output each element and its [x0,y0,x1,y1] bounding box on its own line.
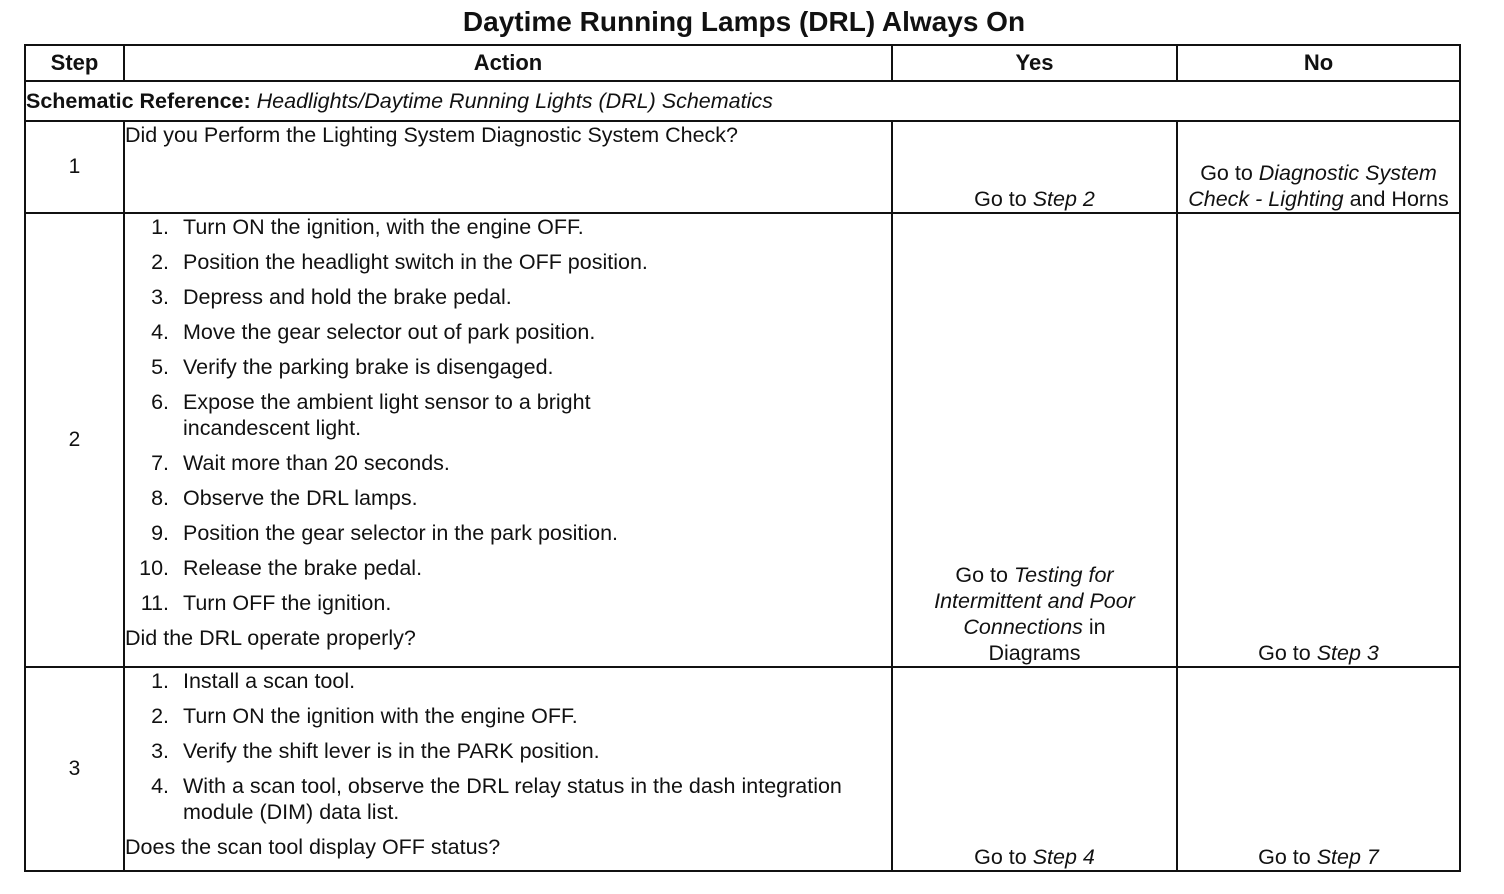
item-text: Expose the ambient light sensor to a bright incandescent light. [183,390,591,440]
yes-prefix: Go to [955,563,1014,587]
header-step: Step [25,45,124,81]
item-text: Observe the DRL lamps. [183,486,418,510]
item-number: 3. [151,739,169,763]
list-item [125,354,891,380]
action-cell [124,667,892,871]
item-text: Wait more than 20 seconds. [183,451,450,475]
no-cell [1177,213,1460,667]
no-prefix: Go to [1258,641,1317,665]
item-text: Install a scan tool. [183,669,356,693]
item-text: Release the brake pedal. [183,556,423,580]
no-link[interactable]: Step 3 [1316,641,1379,665]
yes-prefix: Go to [974,187,1033,211]
item-text: Verify the shift lever is in the PARK position. [183,739,600,763]
yes-link[interactable]: Step 4 [1032,845,1095,869]
yes-link[interactable]: Testing for Intermittent and Poor Connections [934,563,1135,639]
table-row [25,667,1460,871]
table-row [25,213,1460,667]
item-number: 4. [151,320,169,344]
list-item [125,389,891,441]
list-item [125,249,891,275]
item-text: Turn ON the ignition with the engine OFF. [183,704,578,728]
list-item [125,319,891,345]
item-number: 2. [151,704,169,728]
yes-cell [892,213,1177,667]
yes-cell [892,667,1177,871]
step-question: Does the scan tool display OFF status? [125,835,501,859]
list-item [125,284,891,310]
header-no: No [1177,45,1460,81]
yes-link[interactable]: Step 2 [1032,187,1095,211]
item-text: Turn OFF the ignition. [183,591,392,615]
item-number: 10. [139,556,169,580]
list-item [125,485,891,511]
list-item [125,520,891,546]
list-item [125,703,891,729]
action-cell [124,121,892,213]
item-text: With a scan tool, observe the DRL relay status in the dash integration module (DIM) data list. [183,774,842,824]
action-cell [124,213,892,667]
reference-link[interactable]: Headlights/Daytime Running Lights (DRL) Schematics [256,88,773,113]
item-text: Verify the parking brake is disengaged. [183,355,554,379]
header-action: Action [124,45,892,81]
yes-cell [892,121,1177,213]
header-row [25,45,1460,81]
no-link[interactable]: Step 7 [1316,845,1379,869]
yes-suffix: in Diagrams [988,615,1106,665]
page-title: Daytime Running Lamps (DRL) Always On [462,6,1026,37]
item-number: 1. [151,215,169,239]
item-number: 2. [151,250,169,274]
item-text: Turn ON the ignition, with the engine OFF. [183,215,584,239]
list-item [125,738,891,764]
item-number: 6. [151,390,169,414]
procedure-list [125,668,891,825]
list-item [125,214,891,240]
item-number: 4. [151,774,169,798]
item-number: 1. [151,669,169,693]
no-link[interactable]: Diagnostic System Check - Lighting [1188,161,1437,211]
yes-prefix: Go to [974,845,1033,869]
list-item [125,773,891,825]
item-number: 11. [140,591,169,615]
item-number: 5. [151,355,169,379]
item-number: 9. [151,521,169,545]
list-item [125,450,891,476]
header-yes: Yes [892,45,1177,81]
item-number: 7. [151,451,169,475]
item-text: Position the gear selector in the park position. [183,521,619,545]
no-cell [1177,121,1460,213]
item-text: Position the headlight switch in the OFF position. [183,250,648,274]
step-question: Did you Perform the Lighting System Diagnostic System Check? [125,123,739,147]
list-item [125,668,891,694]
schematic-reference-row [25,81,1460,121]
procedure-list [125,214,891,616]
reference-label: Schematic Reference: [26,88,251,113]
step-number: 2 [25,213,124,667]
item-number: 3. [151,285,169,309]
step-number: 1 [25,121,124,213]
step-number: 3 [25,667,124,871]
list-item [125,590,891,616]
item-text: Depress and hold the brake pedal. [183,285,512,309]
schematic-reference [25,81,1460,121]
item-number: 8. [151,486,169,510]
no-prefix: Go to [1258,845,1317,869]
list-item [125,555,891,581]
item-text: Move the gear selector out of park position. [183,320,596,344]
no-prefix: Go to [1200,161,1259,185]
diagnostic-table [24,44,1461,872]
no-suffix: and Horns [1343,187,1449,211]
table-row [25,121,1460,213]
step-question: Did the DRL operate properly? [125,626,416,650]
no-cell [1177,667,1460,871]
